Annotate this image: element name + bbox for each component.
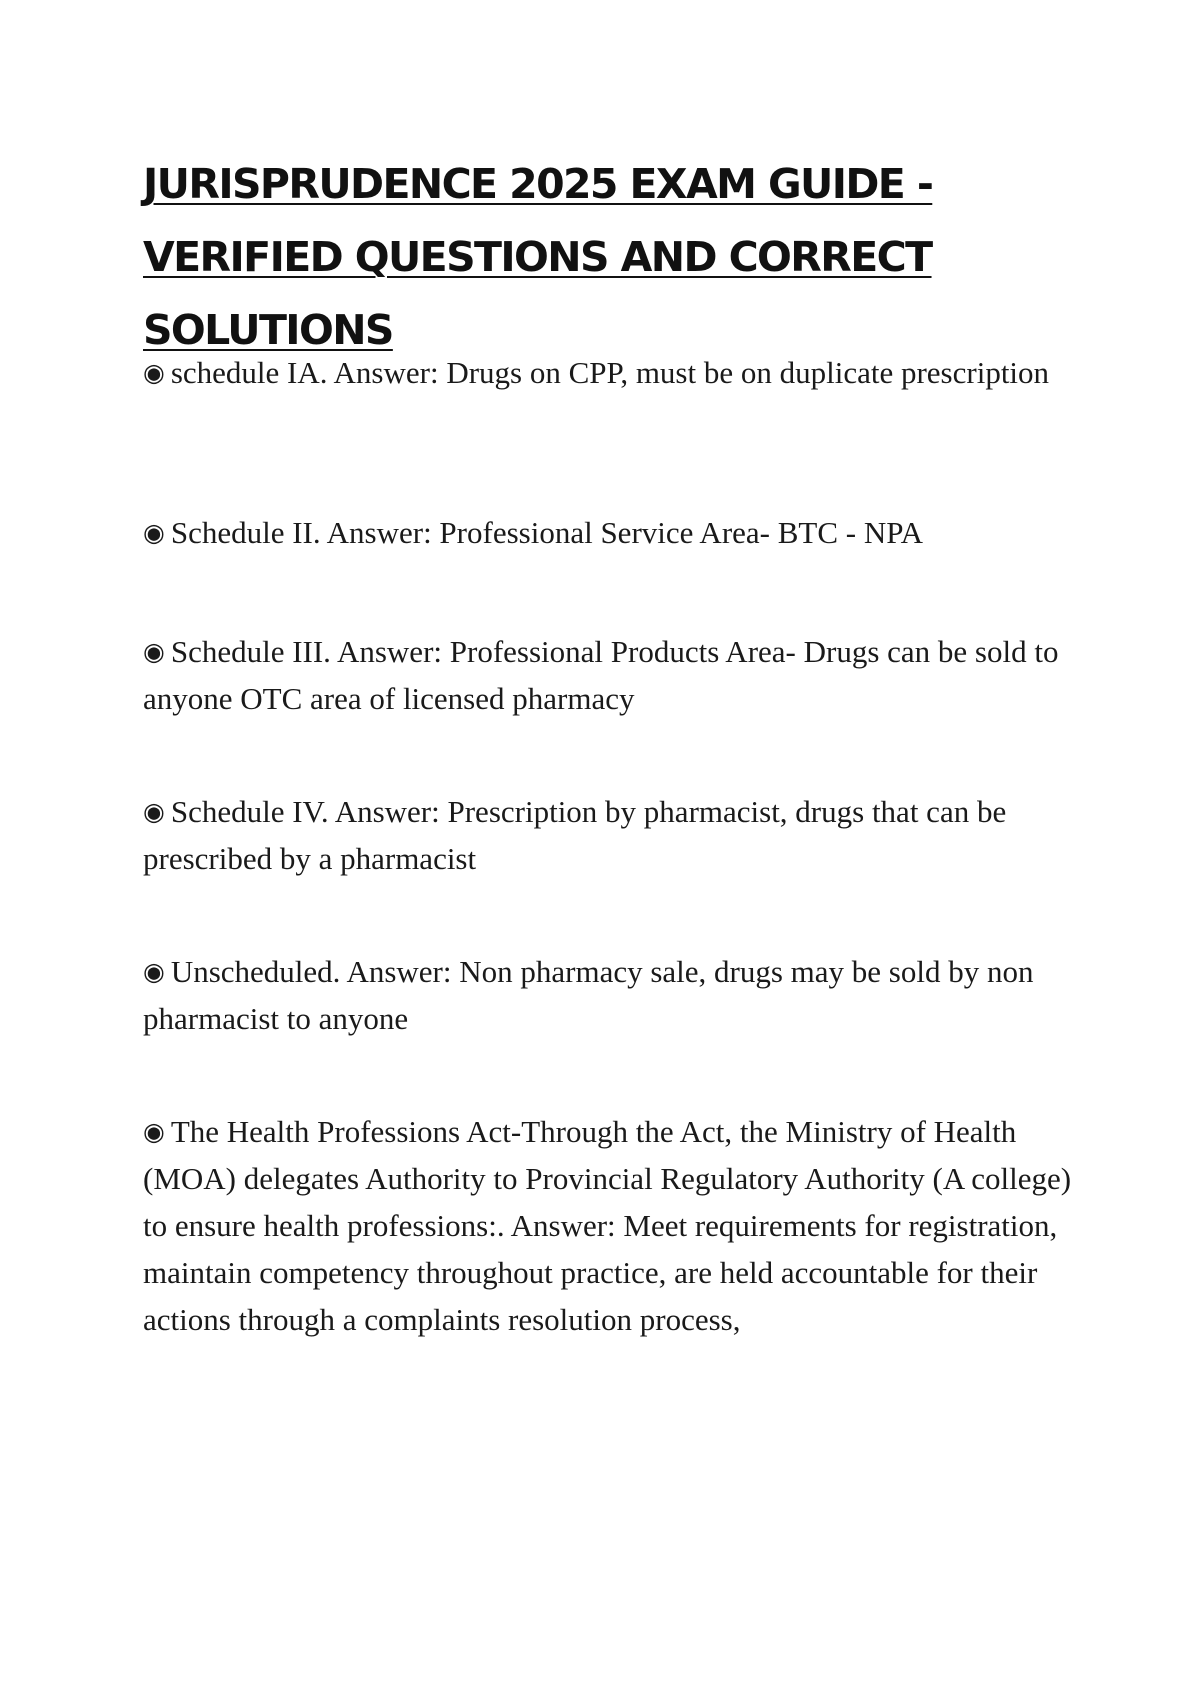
qa-item-schedule-ii (143, 509, 1073, 556)
bullet-icon: ◉ (143, 518, 165, 547)
qa-item-text: Schedule IV. Answer: Prescription by pharmacist, drugs that can be prescribed by a pharmacist (143, 794, 1007, 876)
qa-item-schedule-iv (143, 788, 1073, 882)
qa-item-text: Schedule II. Answer: Professional Service Area- BTC - NPA (170, 515, 924, 550)
qa-item-health-professions-act (143, 1108, 1073, 1343)
bullet-icon: ◉ (143, 797, 165, 826)
qa-item-schedule-iii (143, 628, 1073, 722)
qa-item-text: Unscheduled. Answer: Non pharmacy sale, drugs may be sold by non pharmacist to anyone (143, 954, 1034, 1036)
qa-item-schedule-ia (143, 349, 1073, 396)
document-title-text: JURISPRUDENCE 2025 EXAM GUIDE - VERIFIED QUESTIONS AND CORRECT SOLUTIONS (143, 160, 933, 354)
qa-item-unscheduled (143, 948, 1073, 1042)
qa-item-text: The Health Professions Act-Through the Act, the Ministry of Health (MOA) delegates Authority to Provincial Regulatory Authority (A college) to ensure health professions:. Answer: Meet requirements for registration, maintain competency throughout practice, are held accountable for their actions through a complaints resolution process, (143, 1114, 1072, 1337)
qa-item-text: schedule IA. Answer: Drugs on CPP, must be on duplicate prescription (170, 355, 1050, 390)
bullet-icon: ◉ (143, 358, 165, 387)
qa-item-text: Schedule III. Answer: Professional Products Area- Drugs can be sold to anyone OTC area of licensed pharmacy (143, 634, 1059, 716)
bullet-icon: ◉ (143, 1117, 165, 1146)
document-title (143, 148, 1073, 367)
bullet-icon: ◉ (143, 637, 165, 666)
bullet-icon: ◉ (143, 957, 165, 986)
